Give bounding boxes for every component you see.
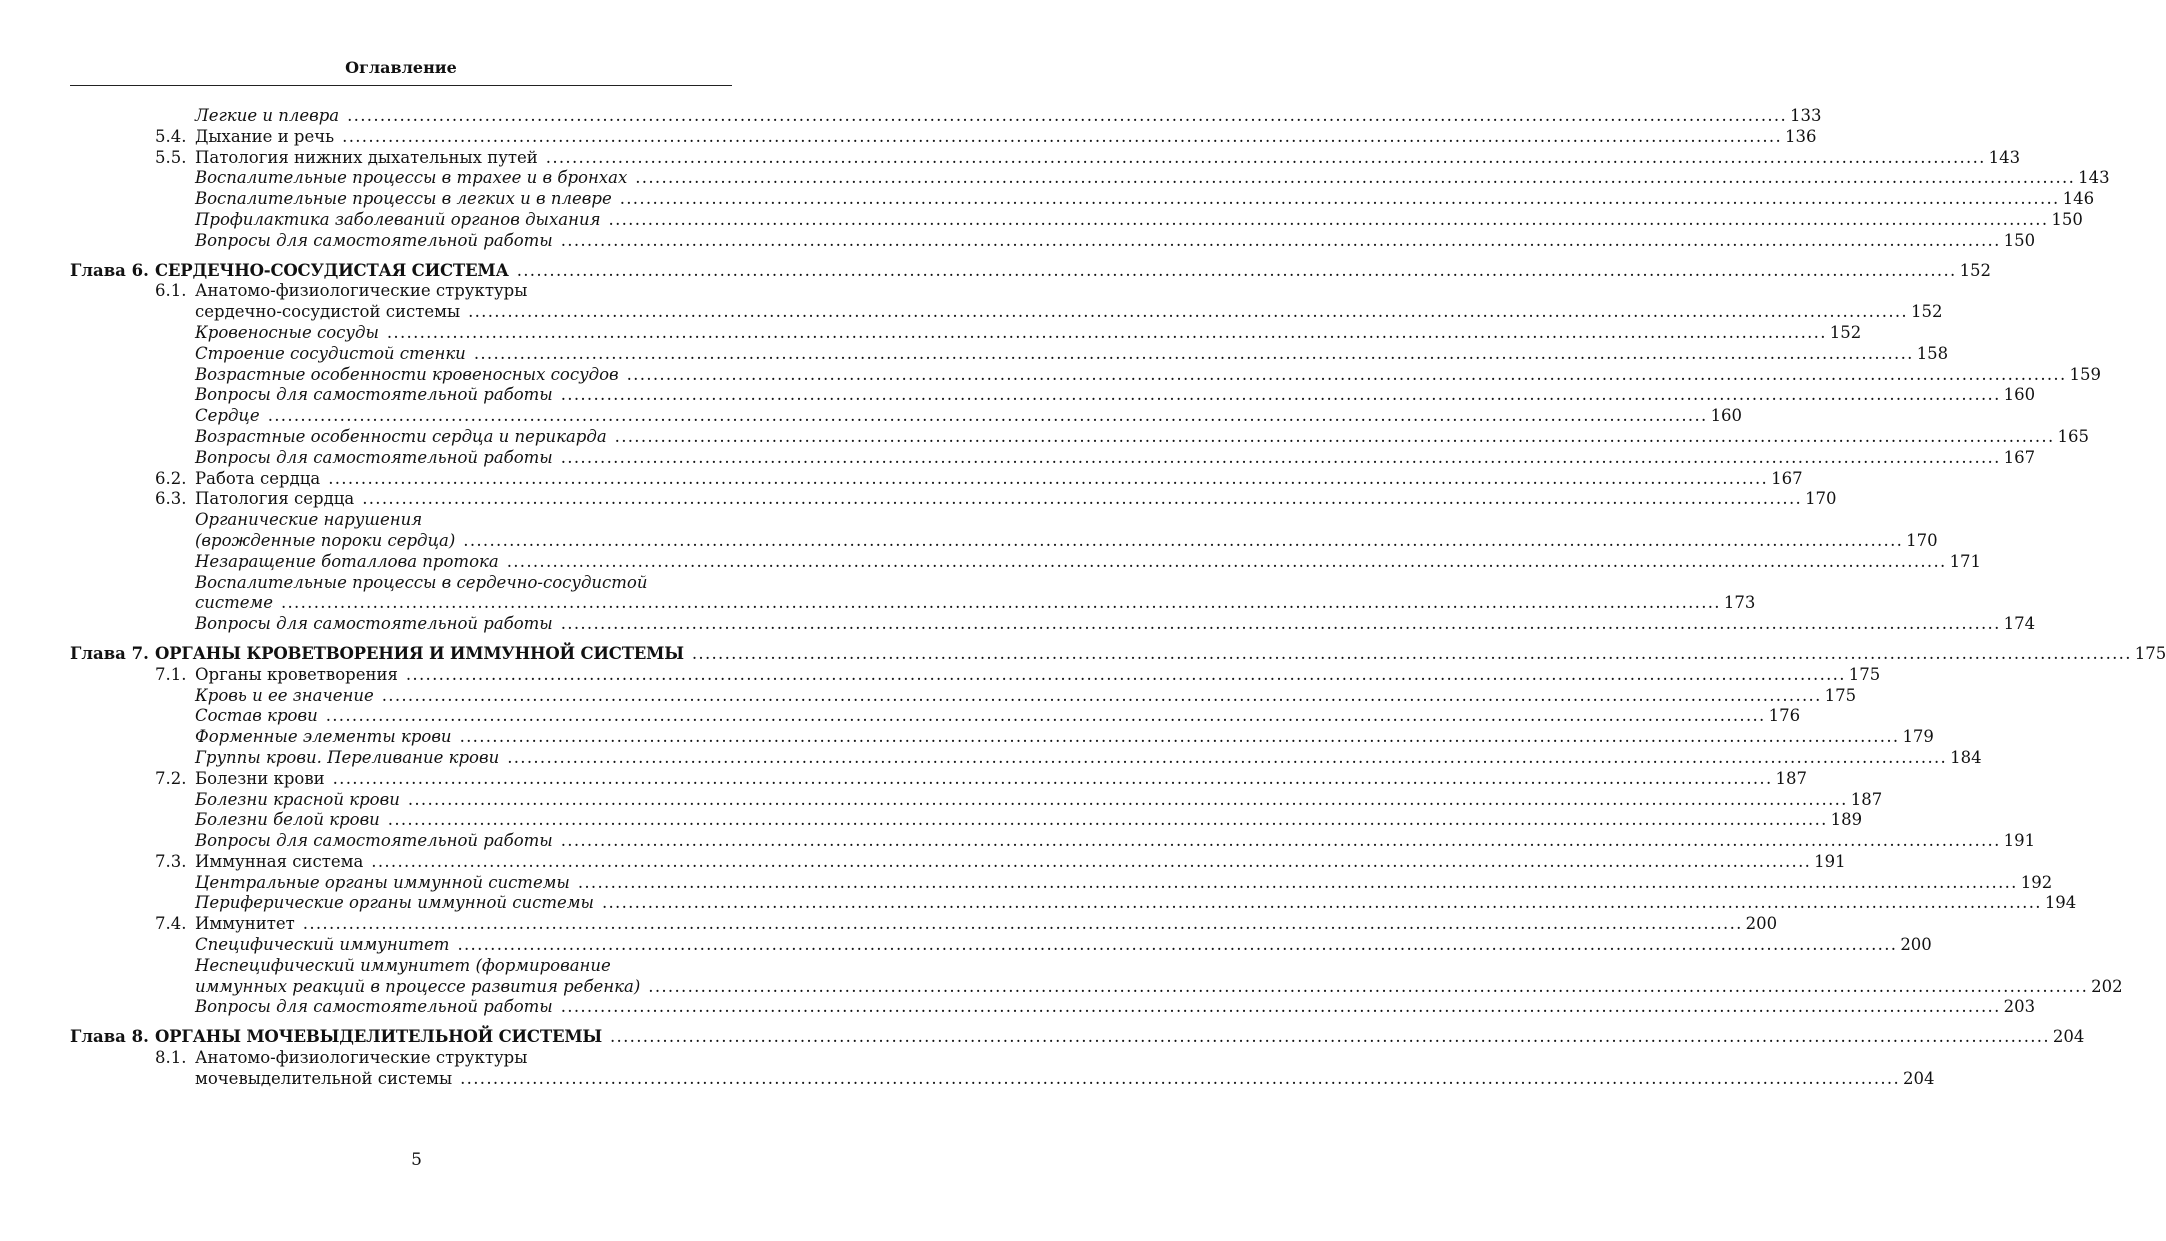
toc-entry-title: иммунных реакций в процессе развития ребенка) bbox=[195, 976, 641, 996]
toc-entry-title: Состав крови bbox=[195, 706, 318, 726]
toc-entry-title: Воспалительные процессы в легких и в плевре bbox=[195, 189, 612, 209]
dot-leader: ............................................................................................................................................................................................................................ bbox=[280, 593, 1721, 613]
toc-entry-number: 5.5. bbox=[155, 147, 187, 167]
toc-entry-title: Возрастные особенности кровеносных сосудов bbox=[195, 364, 619, 384]
toc-subsection-row bbox=[0, 209, 2083, 231]
dot-leader: ............................................................................................................................................................................................................................ bbox=[648, 976, 2089, 996]
toc-page-number: 152 bbox=[1829, 322, 1862, 342]
toc-entry-title: Иммунитет bbox=[195, 914, 295, 934]
toc-entry-title: Органические нарушения bbox=[195, 510, 423, 530]
dot-leader: ............................................................................................................................................................................................................................ bbox=[560, 997, 2001, 1017]
toc-entry-title: Кровь и ее значение bbox=[195, 685, 374, 705]
toc-page-number: 174 bbox=[2003, 614, 2036, 634]
toc-section-row bbox=[0, 664, 1881, 686]
toc-section-row bbox=[0, 851, 1846, 873]
table-of-contents bbox=[0, 106, 2166, 1090]
toc-subsection-row bbox=[0, 573, 833, 594]
toc-entry-title: Возрастные особенности сердца и перикарда bbox=[195, 426, 607, 446]
toc-page-number: 136 bbox=[1785, 126, 1817, 146]
dot-leader: ............................................................................................................................................................................................................................ bbox=[362, 489, 1803, 509]
toc-entry-number: 7.4. bbox=[155, 914, 187, 934]
toc-page-number: 204 bbox=[2052, 1027, 2085, 1047]
toc-entry-number: Глава 8. bbox=[70, 1027, 149, 1047]
toc-entry-title: мочевыделительной системы bbox=[195, 1068, 453, 1088]
toc-page-number: 184 bbox=[1950, 747, 1982, 767]
toc-page-number: 167 bbox=[1771, 468, 1803, 488]
dot-leader: ............................................................................................................................................................................................................................ bbox=[506, 551, 1947, 571]
dot-leader: ............................................................................................................................................................................................................................ bbox=[302, 914, 1743, 934]
dot-leader: ............................................................................................................................................................................................................................ bbox=[332, 768, 1773, 788]
toc-page-number: 176 bbox=[1768, 706, 1801, 726]
toc-entry-title: Сердце bbox=[195, 406, 260, 426]
dot-leader: ............................................................................................................................................................................................................................ bbox=[328, 468, 1769, 488]
toc-subsection-row bbox=[0, 614, 2036, 635]
toc-page-number: 150 bbox=[2003, 230, 2036, 250]
dot-leader: ............................................................................................................................................................................................................................ bbox=[386, 322, 1827, 342]
toc-page-number: 187 bbox=[1850, 789, 1883, 809]
toc-entry-title: Кровеносные сосуды bbox=[195, 322, 379, 342]
dot-leader: ............................................................................................................................................................................................................................ bbox=[507, 747, 1948, 767]
toc-entry-title: Вопросы для самостоятельной работы bbox=[195, 230, 553, 250]
toc-entry-number: 7.3. bbox=[155, 851, 187, 871]
dot-leader: ............................................................................................................................................................................................................................ bbox=[614, 426, 2055, 446]
dot-leader: ............................................................................................................................................................................................................................ bbox=[459, 727, 1900, 747]
toc-entry-title: Анатомо-физиологические структуры bbox=[195, 281, 528, 301]
dot-leader: ............................................................................................................................................................................................................................ bbox=[626, 364, 2067, 384]
toc-entry-number: 5.4. bbox=[155, 126, 187, 146]
toc-entry-title: Строение сосудистой стенки bbox=[195, 343, 466, 363]
toc-entry-title: системе bbox=[195, 593, 273, 613]
toc-chapter-row bbox=[0, 643, 2166, 665]
toc-entry-number: 7.2. bbox=[155, 768, 187, 788]
toc-page-number: 170 bbox=[1805, 489, 1837, 509]
toc-page-number: 143 bbox=[2078, 168, 2110, 188]
toc-section-row bbox=[0, 281, 833, 302]
toc-entry-title: Вопросы для самостоятельной работы bbox=[195, 447, 553, 467]
toc-entry-title: Вопросы для самостоятельной работы bbox=[195, 385, 553, 405]
toc-entry-number: 7.1. bbox=[155, 664, 187, 684]
toc-entry-title: Воспалительные процессы в сердечно-сосудистой bbox=[195, 572, 648, 592]
dot-leader: ............................................................................................................................................................................................................................ bbox=[347, 106, 1788, 125]
toc-page-number: 200 bbox=[1745, 914, 1778, 934]
toc-entry-title: СЕРДЕЧНО-СОСУДИСТАЯ СИСТЕМА bbox=[155, 260, 509, 280]
toc-entry-title: ОРГАНЫ МОЧЕВЫДЕЛИТЕЛЬНОЙ СИСТЕМЫ bbox=[155, 1027, 603, 1047]
dot-leader: ............................................................................................................................................................................................................................ bbox=[516, 260, 1957, 280]
toc-entry-title: Периферические органы иммунной системы bbox=[195, 893, 594, 913]
dot-leader: ............................................................................................................................................................................................................................ bbox=[381, 685, 1822, 705]
dot-leader: ............................................................................................................................................................................................................................ bbox=[473, 343, 1914, 363]
toc-entry-title: Вопросы для самостоятельной работы bbox=[195, 614, 553, 634]
toc-subsection-row bbox=[0, 551, 1982, 573]
dot-leader: ............................................................................................................................................................................................................................ bbox=[635, 168, 2076, 188]
toc-subsection-row bbox=[0, 426, 2090, 448]
toc-page-number: 189 bbox=[1830, 810, 1863, 830]
toc-subsection-row bbox=[0, 593, 1756, 614]
toc-entry-title: Дыхание и речь bbox=[195, 126, 335, 146]
toc-page-number: 187 bbox=[1775, 768, 1808, 788]
toc-subsection-row bbox=[0, 230, 2036, 252]
toc-subsection-row bbox=[0, 322, 1862, 344]
toc-subsection-row bbox=[0, 168, 2110, 189]
toc-subsection-row bbox=[0, 189, 2095, 210]
dot-leader: ............................................................................................................................................................................................................................ bbox=[577, 872, 2018, 892]
toc-subsection-row bbox=[0, 685, 1857, 707]
toc-entry-number: 8.1. bbox=[155, 1048, 187, 1068]
toc-section-row bbox=[0, 126, 1817, 148]
toc-section-row bbox=[0, 489, 1837, 510]
toc-page-number: 150 bbox=[2051, 209, 2083, 229]
toc-entry-title: Воспалительные процессы в трахее и в бронхах bbox=[195, 168, 628, 188]
dot-leader: ............................................................................................................................................................................................................................ bbox=[610, 1027, 2050, 1047]
toc-entry-title: Вопросы для самостоятельной работы bbox=[195, 831, 553, 851]
toc-entry-title: Анатомо-физиологические структуры bbox=[195, 1048, 528, 1068]
toc-subsection-row bbox=[0, 747, 1982, 769]
toc-subsection-row bbox=[0, 510, 833, 531]
toc-subsection-row bbox=[0, 385, 2036, 406]
toc-subsection-row bbox=[0, 343, 1949, 365]
toc-page-number: 175 bbox=[1848, 664, 1881, 684]
toc-subsection-row bbox=[0, 727, 1934, 748]
dot-leader: ............................................................................................................................................................................................................................ bbox=[601, 893, 2042, 913]
dot-leader: ............................................................................................................................................................................................................................ bbox=[560, 230, 2001, 250]
toc-page-number: 146 bbox=[2062, 189, 2095, 209]
toc-entry-title: Патология сердца bbox=[195, 489, 355, 509]
toc-entry-title: Незаращение боталлова протока bbox=[195, 551, 499, 571]
header-rule bbox=[70, 85, 732, 86]
toc-entry-title: (врожденные пороки сердца) bbox=[195, 530, 456, 550]
toc-section-row bbox=[0, 1048, 833, 1069]
toc-subsection-row bbox=[0, 935, 1932, 956]
dot-leader: ............................................................................................................................................................................................................................ bbox=[460, 1068, 1901, 1088]
toc-subsection-row bbox=[0, 997, 2036, 1018]
dot-leader: ............................................................................................................................................................................................................................ bbox=[545, 147, 1986, 167]
toc-entry-title: Форменные элементы крови bbox=[195, 727, 452, 747]
toc-section-row bbox=[0, 147, 2021, 169]
toc-subsection-row bbox=[0, 789, 1883, 811]
dot-leader: ............................................................................................................................................................................................................................ bbox=[407, 789, 1848, 809]
toc-page-number: 152 bbox=[1910, 302, 1943, 322]
dot-leader: ............................................................................................................................................................................................................................ bbox=[560, 447, 2001, 467]
toc-subsection-row bbox=[0, 530, 1938, 552]
toc-subsection-row bbox=[0, 872, 2053, 894]
toc-page-number: 143 bbox=[1988, 147, 2021, 167]
toc-entry-title: Центральные органы иммунной системы bbox=[195, 872, 570, 892]
dot-leader: ............................................................................................................................................................................................................................ bbox=[691, 643, 2132, 663]
toc-subsection-row bbox=[0, 810, 1863, 831]
toc-subsection-row bbox=[0, 956, 833, 977]
toc-subsection-row bbox=[0, 893, 2077, 914]
toc-entry-title: Болезни крови bbox=[195, 768, 325, 788]
toc-entry-title: Неспецифический иммунитет (формирование bbox=[195, 955, 611, 975]
toc-page-number: 191 bbox=[2003, 831, 2036, 851]
toc-entry-number: Глава 7. bbox=[70, 643, 149, 663]
dot-leader: ............................................................................................................................................................................................................................ bbox=[325, 706, 1766, 726]
dot-leader: ............................................................................................................................................................................................................................ bbox=[560, 385, 2001, 405]
toc-chapter-row bbox=[0, 260, 1992, 282]
toc-entry-title: ОРГАНЫ КРОВЕТВОРЕНИЯ И ИММУННОЙ СИСТЕМЫ bbox=[155, 643, 684, 663]
toc-section-row bbox=[0, 914, 1778, 935]
dot-leader: ............................................................................................................................................................................................................................ bbox=[468, 302, 1908, 322]
toc-page-number: 171 bbox=[1949, 551, 1982, 571]
toc-entry-title: Болезни красной крови bbox=[195, 789, 400, 809]
toc-entry-title: сердечно-сосудистой системы bbox=[195, 302, 461, 322]
dot-leader: ............................................................................................................................................................................................................................ bbox=[560, 831, 2001, 851]
toc-section-row bbox=[0, 302, 1943, 323]
dot-leader: ............................................................................................................................................................................................................................ bbox=[619, 189, 2060, 209]
toc-page-number: 192 bbox=[2020, 872, 2053, 892]
running-header: Оглавление bbox=[345, 58, 457, 77]
dot-leader: ............................................................................................................................................................................................................................ bbox=[463, 530, 1904, 550]
toc-entry-title: Работа сердца bbox=[195, 468, 321, 488]
toc-entry-number: 6.1. bbox=[155, 281, 187, 301]
toc-entry-number: Глава 6. bbox=[70, 260, 149, 280]
toc-entry-title: Болезни белой крови bbox=[195, 810, 380, 830]
toc-subsection-row bbox=[0, 706, 1801, 727]
toc-page-number: 194 bbox=[2044, 893, 2077, 913]
dot-leader: ............................................................................................................................................................................................................................ bbox=[371, 851, 1812, 871]
toc-page-number: 173 bbox=[1723, 593, 1756, 613]
toc-entry-number: 6.2. bbox=[155, 468, 187, 488]
toc-page-number: 204 bbox=[1903, 1068, 1935, 1088]
toc-section-row bbox=[0, 468, 1803, 490]
toc-page-number: 165 bbox=[2057, 426, 2090, 446]
toc-subsection-row bbox=[0, 406, 1743, 427]
toc-entry-title: Профилактика заболеваний органов дыхания bbox=[195, 209, 601, 229]
dot-leader: ............................................................................................................................................................................................................................ bbox=[457, 935, 1898, 955]
toc-page-number: 170 bbox=[1906, 530, 1938, 550]
toc-page-number: 167 bbox=[2003, 447, 2036, 467]
toc-subsection-row bbox=[0, 106, 1822, 127]
dot-leader: ............................................................................................................................................................................................................................ bbox=[405, 664, 1846, 684]
toc-section-row bbox=[0, 1068, 1935, 1090]
toc-subsection-row bbox=[0, 447, 2036, 469]
toc-entry-title: Иммунная система bbox=[195, 851, 364, 871]
toc-entry-title: Специфический иммунитет bbox=[195, 935, 450, 955]
toc-page-number: 152 bbox=[1959, 260, 1992, 280]
toc-subsection-row bbox=[0, 976, 2123, 998]
toc-subsection-row bbox=[0, 831, 2036, 852]
toc-entry-title: Органы кроветворения bbox=[195, 664, 398, 684]
page-number: 5 bbox=[411, 1150, 422, 1170]
dot-leader: ............................................................................................................................................................................................................................ bbox=[387, 810, 1828, 830]
toc-entry-number: 6.3. bbox=[155, 489, 187, 509]
toc-page-number: 160 bbox=[1710, 406, 1743, 426]
toc-page-number: 200 bbox=[1900, 935, 1932, 955]
toc-subsection-row bbox=[0, 364, 2102, 386]
toc-entry-title: Легкие и плевра bbox=[195, 106, 340, 125]
toc-page-number: 175 bbox=[2134, 643, 2166, 663]
toc-page-number: 202 bbox=[2091, 976, 2123, 996]
toc-entry-title: Патология нижних дыхательных путей bbox=[195, 147, 538, 167]
toc-page-number: 179 bbox=[1902, 727, 1934, 747]
toc-chapter-row bbox=[0, 1027, 2085, 1048]
dot-leader: ............................................................................................................................................................................................................................ bbox=[342, 126, 1783, 146]
dot-leader: ............................................................................................................................................................................................................................ bbox=[608, 209, 2049, 229]
toc-page-number: 175 bbox=[1824, 685, 1857, 705]
dot-leader: ............................................................................................................................................................................................................................ bbox=[267, 406, 1708, 426]
toc-entry-title: Вопросы для самостоятельной работы bbox=[195, 997, 553, 1017]
toc-page-number: 203 bbox=[2003, 997, 2036, 1017]
toc-page-number: 160 bbox=[2003, 385, 2036, 405]
toc-page-number: 158 bbox=[1916, 343, 1949, 363]
toc-section-row bbox=[0, 768, 1808, 790]
dot-leader: ............................................................................................................................................................................................................................ bbox=[560, 614, 2001, 634]
toc-entry-title: Группы крови. Переливание крови bbox=[195, 747, 500, 767]
toc-page-number: 159 bbox=[2069, 364, 2102, 384]
toc-page-number: 191 bbox=[1814, 851, 1846, 871]
toc-page-number: 133 bbox=[1790, 106, 1822, 125]
